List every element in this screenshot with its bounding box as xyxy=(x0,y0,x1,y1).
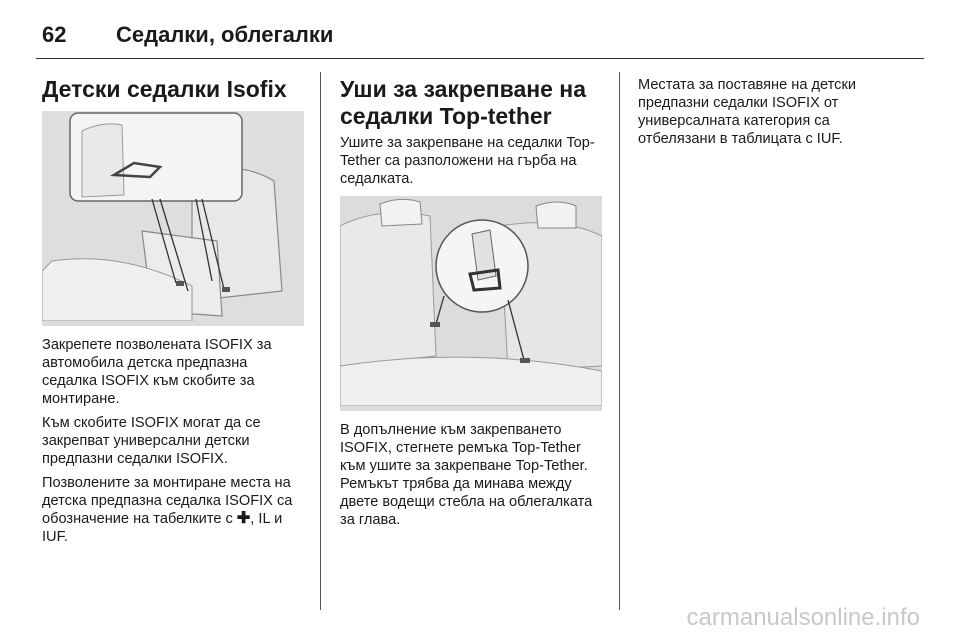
column-divider-1 xyxy=(320,72,321,610)
column-2 xyxy=(340,76,602,535)
column-divider-2 xyxy=(619,72,620,610)
section-heading-isofix: Детски седалки Isofix xyxy=(42,76,287,102)
col2-paragraph-2: В допълнение към закрепването ISOFIX, стегнете ремъка Top-Tether към ушите за закрепване Top-Tether. Ремъкът трябва да минава между двете водещи стебла на облегалката за глава. xyxy=(340,422,593,528)
watermark: carmanualsonline.info xyxy=(686,604,920,631)
top-tether-illustration-svg xyxy=(340,196,602,406)
page-number: 62 xyxy=(42,22,67,47)
column-3 xyxy=(638,76,900,154)
col1-paragraph-1: Закрепете позволената ISOFIX за автомобила детска предпазна седалка ISOFIX към скобите за монтиране. xyxy=(42,337,272,407)
col2-paragraph-1: Ушите за закрепване на седалки Top-Tether са разположени на гърба на седалката. xyxy=(340,135,595,187)
header-rule xyxy=(36,58,924,59)
isofix-illustration-svg xyxy=(42,111,304,321)
page-header xyxy=(36,14,924,58)
col1-p3-text-after: , IL и IUF. xyxy=(42,511,283,545)
section-heading-top-tether: Уши за закрепване на седалки Top-tether xyxy=(340,76,586,129)
isofix-seat-illustration xyxy=(42,111,304,326)
col1-p3-text-before: Позволените за монтиране места на детска предпазна седалка ISOFIX са обозначение на табелките с xyxy=(42,475,293,527)
cross-symbol-icon: ✚ xyxy=(236,510,251,527)
col1-paragraph-2: Към скобите ISOFIX могат да се закрепват универсални детски предпазни седалки ISOFIX. xyxy=(42,415,261,467)
running-title: Седалки, облегалки xyxy=(116,22,334,47)
top-tether-illustration xyxy=(340,196,602,411)
column-1 xyxy=(42,76,304,552)
col1-paragraph-3 xyxy=(42,474,304,546)
col3-paragraph-1: Местата за поставяне на детски предпазни седалки ISOFIX от универсалната категория са отбелязани в таблицата с IUF. xyxy=(638,77,857,147)
